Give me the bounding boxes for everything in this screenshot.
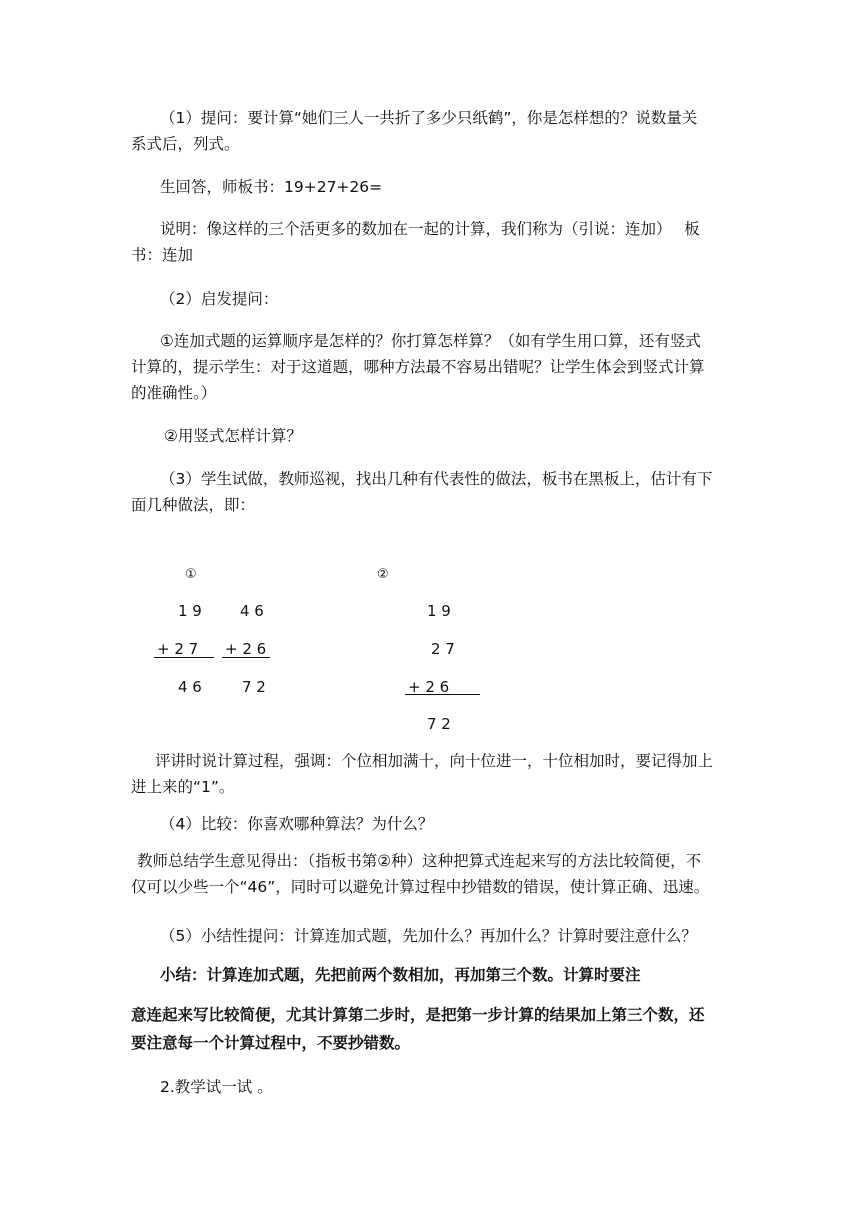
method-1-b-underline	[222, 657, 270, 658]
paragraph-conclusion-line2: 意连起来写比较简便，尤其计算第二步时，是把第一步计算的结果加上第三个数，还	[131, 1006, 705, 1024]
paragraph-summary-teacher-line2: 仅可以少些一个“46”，同时可以避免计算过程中抄错数的错误，使计算正确、迅速。	[131, 878, 710, 896]
paragraph-question-4: （4）比较：你喜欢哪种算法？为什么？	[160, 815, 434, 833]
paragraph-vertical-question: ②用竖式怎样计算？	[164, 427, 302, 445]
paragraph-order-line1: ①连加式题的运算顺序是怎样的？你打算怎样算？（如有学生用口算，还有竖式	[160, 332, 701, 350]
method-1-b-top: 4 6	[240, 602, 264, 620]
paragraph-question-3-line2: 面几种做法，即：	[131, 496, 256, 514]
paragraph-conclusion-line1: 小结：计算连加式题，先把前两个数相加，再加第三个数。计算时要注	[160, 966, 641, 984]
method-1-a-underline	[154, 657, 214, 658]
paragraph-review-line2: 进上来的“1”。	[131, 778, 235, 796]
method-2-underline	[405, 694, 480, 695]
method-1-a-top: 1 9	[178, 602, 202, 620]
method-1-b-addend: + 2 6	[225, 640, 267, 658]
paragraph-section-2-heading: 2.教学试一试 。	[160, 1078, 273, 1096]
paragraph-explanation-line1: 说明：像这样的三个活更多的数加在一起的计算，我们称为（引说：连加） 板	[160, 220, 700, 238]
paragraph-question-3-line1: （3）学生试做，教师巡视，找出几种有代表性的做法，板书在黑板上，估计有下	[160, 470, 713, 488]
paragraph-question-1-line1: （1）提问：要计算“她们三人一共折了多少只纸鹤”，你是怎样想的？说数量关	[160, 109, 698, 127]
paragraph-explanation-line2: 书：连加	[131, 246, 194, 264]
paragraph-student-answer: 生回答，师板书：19+27+26=	[160, 178, 383, 196]
paragraph-order-line3: 的准确性。）	[131, 384, 217, 402]
method-1-marker: ①	[185, 567, 197, 582]
method-1-b-sum: 7 2	[242, 678, 266, 696]
paragraph-review-line1: 评讲时说计算过程，强调：个位相加满十，向十位进一，十位相加时，要记得加上	[155, 752, 714, 770]
paragraph-question-2: （2）启发提问：	[160, 290, 279, 308]
method-1-a-sum: 4 6	[178, 678, 202, 696]
method-2-marker: ②	[377, 567, 389, 582]
paragraph-conclusion-line3: 要注意每一个计算过程中，不要抄错数。	[131, 1034, 411, 1052]
paragraph-summary-teacher-line1: 教师总结学生意见得出：（指板书第②种）这种把算式连起来写的方法比较简便，不	[137, 852, 702, 870]
method-2-second: 2 7	[431, 640, 455, 658]
method-2-third: + 2 6	[408, 678, 450, 696]
method-2-first: 1 9	[427, 602, 451, 620]
method-2-sum: 7 2	[427, 715, 451, 733]
paragraph-question-5: （5）小结性提问：计算连加式题，先加什么？再加什么？计算时要注意什么？	[160, 927, 697, 945]
paragraph-question-1-line2: 系式后，列式。	[131, 135, 240, 153]
paragraph-order-line2: 计算的，提示学生：对于这道题，哪种方法最不容易出错呢？让学生体会到竖式计算	[131, 358, 705, 376]
method-1-a-addend: + 2 7	[157, 640, 199, 658]
